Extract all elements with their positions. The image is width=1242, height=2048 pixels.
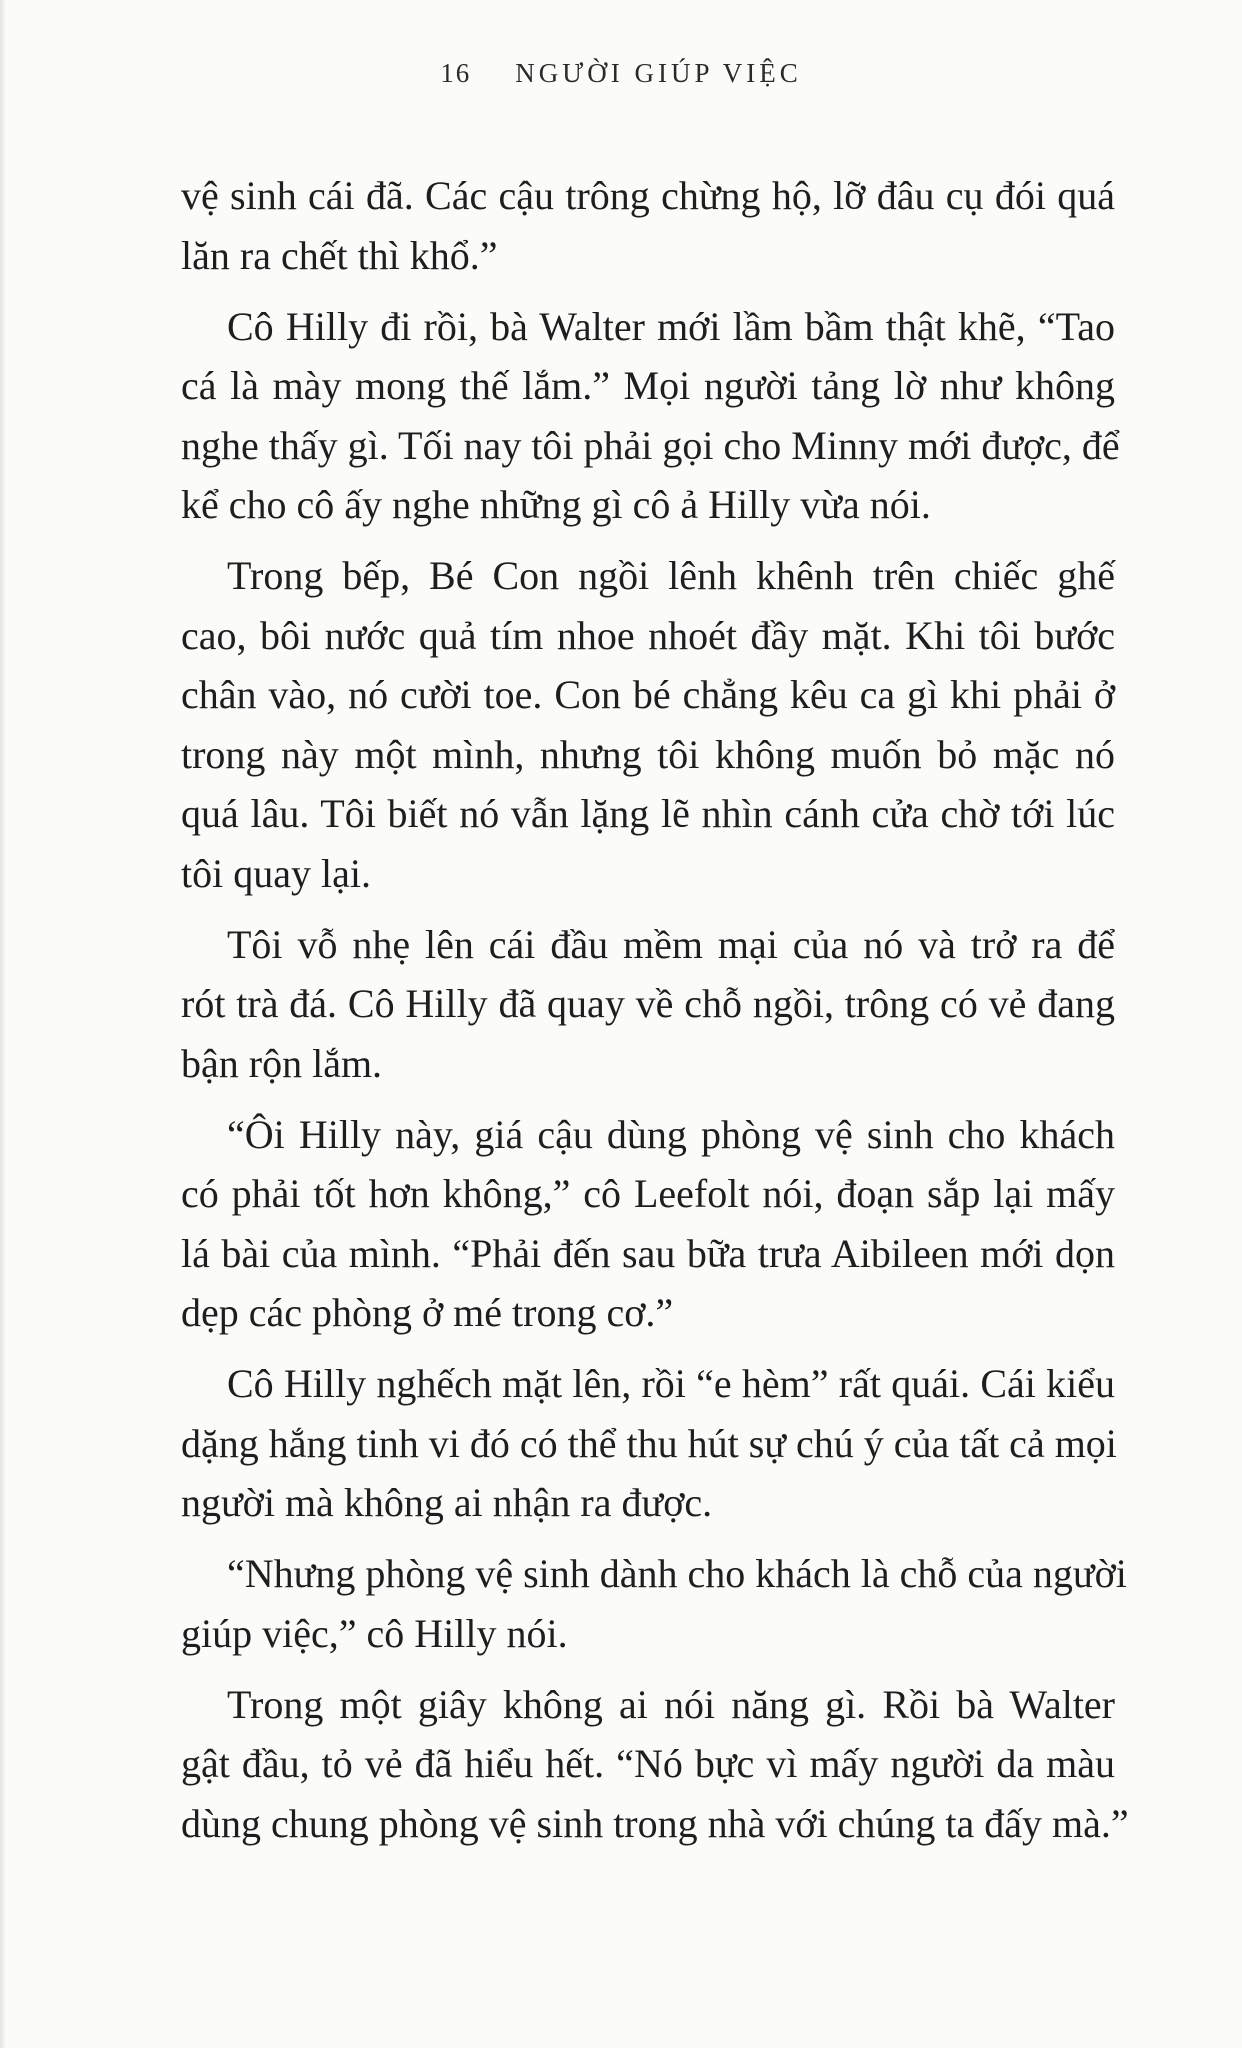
text-line: dặng hắng tinh vi đó có thể thu hút sự chú ý của tất cả mọi (181, 1420, 1117, 1466)
text-line: lá bài của mình. “Phải đến sau bữa trưa Aibileen mới dọn (181, 1230, 1115, 1276)
text-line: vệ sinh cái đã. Các cậu trông chừng hộ, lỡ đâu cụ đói quá (181, 173, 1115, 218)
text-line: cao, bôi nước quả tím nhoe nhoét đầy mặt. Khi tôi bước (181, 612, 1115, 658)
body-text (181, 166, 1129, 1865)
page-edge (0, 0, 6, 2048)
text-line: người mà không ai nhận ra được. (181, 1480, 713, 1525)
text-line: “Nhưng phòng vệ sinh dành cho khách là chỗ của người (227, 1551, 1127, 1596)
text-line: dẹp các phòng ở mé trong cơ.” (181, 1290, 674, 1335)
text-line: tôi quay lại. (181, 850, 371, 896)
paragraph (181, 1354, 1115, 1533)
text-line: giúp việc,” cô Hilly nói. (181, 1610, 568, 1656)
text-line: kể cho cô ấy nghe những gì cô ả Hilly vừa nói. (181, 482, 931, 527)
text-line: quá lâu. Tôi biết nó vẫn lặng lẽ nhìn cánh cửa chờ tới lúc (181, 791, 1115, 836)
text-line: nghe thấy gì. Tối nay tôi phải gọi cho Minny mới được, để (181, 422, 1120, 468)
text-line: Tôi vỗ nhẹ lên cái đầu mềm mại của nó và trở ra để (227, 921, 1115, 967)
running-head (0, 58, 1242, 89)
text-line: gật đầu, tỏ vẻ đã hiểu hết. “Nó bực vì mấy người da màu (181, 1741, 1115, 1786)
paragraph (181, 546, 1115, 903)
text-line: Trong một giây không ai nói năng gì. Rồi bà Walter (227, 1681, 1115, 1727)
text-line: bận rộn lắm. (181, 1040, 383, 1086)
text-line: Cô Hilly nghếch mặt lên, rồi “e hèm” rất quái. Cái kiểu (227, 1361, 1115, 1406)
paragraph (181, 166, 1115, 285)
paragraph (181, 1544, 1127, 1663)
text-line: Cô Hilly đi rồi, bà Walter mới lầm bầm thật khẽ, “Tao (227, 303, 1115, 349)
text-line: Trong bếp, Bé Con ngồi lênh khênh trên chiếc ghế (227, 553, 1115, 598)
text-line: có phải tốt hơn không,” cô Leefolt nói, đoạn sắp lại mấy (181, 1171, 1115, 1216)
page-number: 16 (440, 58, 472, 88)
text-line: cá là mày mong thế lắm.” Mọi người tảng lờ như không (181, 363, 1115, 408)
text-line: chân vào, nó cười toe. Con bé chẳng kêu ca gì khi phải ở (181, 672, 1115, 717)
paragraph (181, 1105, 1115, 1343)
text-line: lăn ra chết thì khổ.” (181, 232, 498, 278)
text-line: “Ôi Hilly này, giá cậu dùng phòng vệ sinh cho khách (227, 1111, 1115, 1157)
book-title: NGƯỜI GIÚP VIỆC (515, 58, 802, 88)
text-line: trong này một mình, nhưng tôi không muốn bỏ mặc nó (181, 731, 1115, 777)
paragraph (181, 1675, 1129, 1854)
paragraph (181, 915, 1115, 1094)
paragraph (181, 297, 1120, 535)
text-line: rót trà đá. Cô Hilly đã quay về chỗ ngồi, trông có vẻ đang (181, 981, 1115, 1026)
text-line: dùng chung phòng vệ sinh trong nhà với chúng ta đấy mà.” (181, 1800, 1129, 1846)
